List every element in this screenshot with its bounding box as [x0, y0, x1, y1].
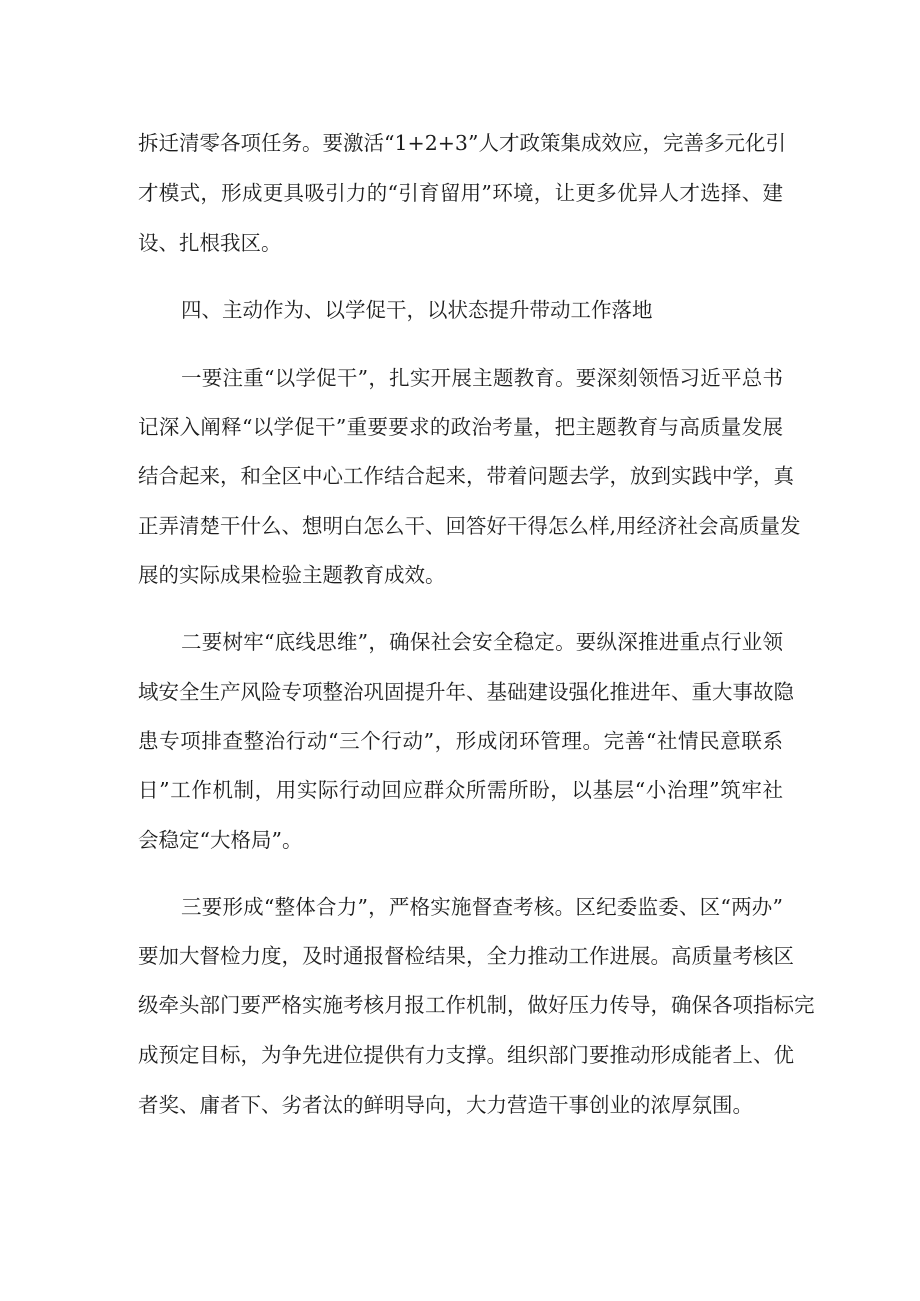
text-line: 日”工作机制，用实际行动回应群众所需所盼，以基层“小治理”筑牢社	[138, 778, 783, 802]
section-heading: 四、主动作为、以学促干，以状态提升带动工作落地	[181, 298, 653, 322]
text-line: 要加大督检力度，及时通报督检结果，全力推动工作进展。高质量考核区	[138, 944, 794, 968]
text-line: 设、扎根我区。	[138, 231, 282, 255]
text-line: 成预定目标，为争先进位提供有力支撑。组织部门要推动形成能者上、优	[138, 1043, 794, 1067]
text-line: 级牵头部门要严格实施考核月报工作机制，做好压力传导，确保各项指标完	[138, 993, 815, 1017]
text-line: 一要注重“以学促干”，扎实开展主题教育。要深刻领悟习近平总书	[181, 366, 783, 390]
text-line: 域安全生产风险专项整治巩固提升年、基础建设强化推进年、重大事故隐	[138, 680, 794, 704]
text-line: 会稳定“大格局”。	[138, 828, 303, 852]
text-line: 三要形成“整体合力”，严格实施督查考核。区纪委监委、区“两办”	[181, 895, 783, 919]
text-line: 二要树牢“底线思维”，确保社会安全稳定。要纵深推进重点行业领	[181, 630, 783, 654]
text-line: 正弄清楚干什么、想明白怎么干、回答好干得怎么样,用经济社会高质量发	[138, 514, 801, 538]
text-line: 结合起来，和全区中心工作结合起来，带着问题去学，放到实践中学，真	[138, 464, 794, 488]
text-line: 者奖、庸者下、劣者汰的鲜明导向，大力营造干事创业的浓厚氛围。	[138, 1093, 753, 1117]
text-line: 才模式，形成更具吸引力的“引育留用”环境，让更多优异人才选择、建	[138, 181, 783, 205]
text-line: 展的实际成果检验主题教育成效。	[138, 563, 446, 587]
text-line: 记深入阐释“以学促干”重要要求的政治考量，把主题教育与高质量发展	[138, 415, 783, 439]
text-line: 患专项排查整治行动“三个行动”，形成闭环管理。完善“社情民意联系	[138, 729, 783, 753]
text-line: 拆迁清零各项任务。要激活“1+2+3”人才政策集成效应，完善多元化引	[138, 131, 786, 155]
